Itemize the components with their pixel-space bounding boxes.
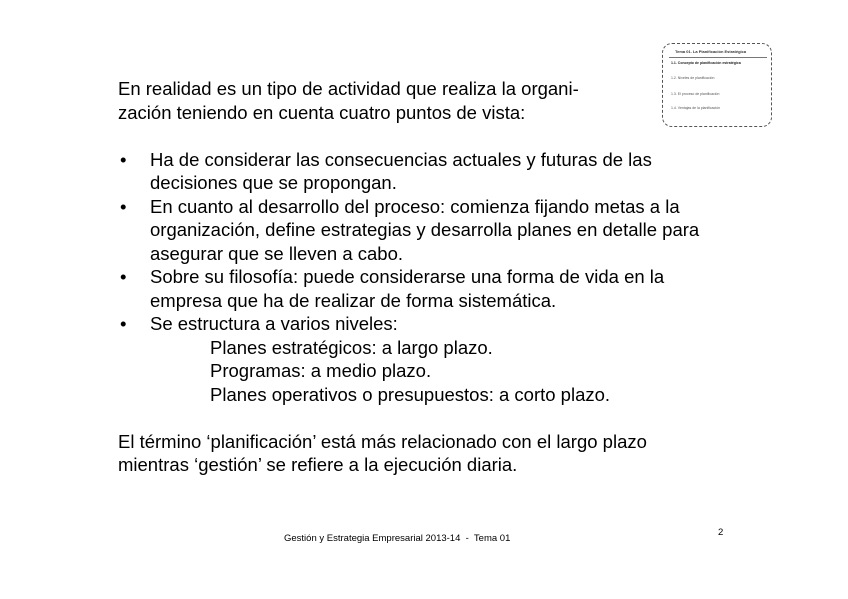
bullet-item xyxy=(118,195,768,266)
bullet-line: Ha de considerar las consecuencias actuales y futuras de las xyxy=(150,148,652,170)
bullet-list xyxy=(118,148,768,336)
bullet-line: En cuanto al desarrollo del proceso: comienza fijando metas a la xyxy=(150,195,680,217)
bullet-item xyxy=(118,312,768,336)
level-operative: Planes operativos o presupuestos: a corto plazo. xyxy=(210,383,611,405)
bullet-line: empresa que ha de realizar de forma sistemática. xyxy=(150,289,557,311)
spacer xyxy=(118,406,768,430)
closing-line: El término ‘planificación’ está más relacionado con el largo plazo xyxy=(118,430,647,452)
bullet-item xyxy=(118,148,768,195)
bullet-icon: • xyxy=(120,313,127,334)
bullet-icon: • xyxy=(120,266,127,287)
thumbnail-title: Tema 01. La Planificación Estratégica xyxy=(675,49,747,54)
closing-line: mientras ‘gestión’ se refiere a la ejecución diaria. xyxy=(118,454,518,475)
thumbnail-item: 1.1. Concepto de planificación estratégica xyxy=(671,61,741,65)
bullet-line: decisiones que se propongan. xyxy=(150,172,397,193)
thumbnail-item: 1.3. El proceso de planificación xyxy=(671,92,720,96)
planning-levels xyxy=(118,336,768,407)
bullet-item xyxy=(118,265,768,312)
intro-line: En realidad es un tipo de actividad que realiza la organi- xyxy=(118,78,579,99)
thumbnail-item: 1.4. Ventajas de la planificación xyxy=(671,106,721,110)
bullet-line: Sobre su filosofía: puede considerarse una forma de vida en la xyxy=(150,266,665,287)
intro-paragraph xyxy=(118,77,768,124)
level-programs: Programas: a medio plazo. xyxy=(210,360,432,381)
intro-line: zación teniendo en cuenta cuatro puntos de vista: xyxy=(118,101,526,123)
footer-text: Gestión y Estrategia Empresarial 2013-14 - Tema 01 xyxy=(284,533,511,544)
bullet-line: organización, define estrategias y desarrolla planes en detalle para xyxy=(150,219,700,240)
bullet-line: Se estructura a varios niveles: xyxy=(150,313,398,334)
thumbnail-divider xyxy=(669,57,767,58)
slide-body xyxy=(118,77,768,477)
level-strategic: Planes estratégicos: a largo plazo. xyxy=(210,336,493,358)
page-number: 2 xyxy=(718,527,724,538)
bullet-icon: • xyxy=(120,195,127,217)
bullet-line: asegurar que se lleven a cabo. xyxy=(150,242,404,264)
bullet-icon: • xyxy=(120,148,127,170)
thumbnail-item: 1.2. Niveles de planificación xyxy=(671,76,715,80)
spacer xyxy=(118,124,768,148)
closing-paragraph xyxy=(118,430,768,477)
